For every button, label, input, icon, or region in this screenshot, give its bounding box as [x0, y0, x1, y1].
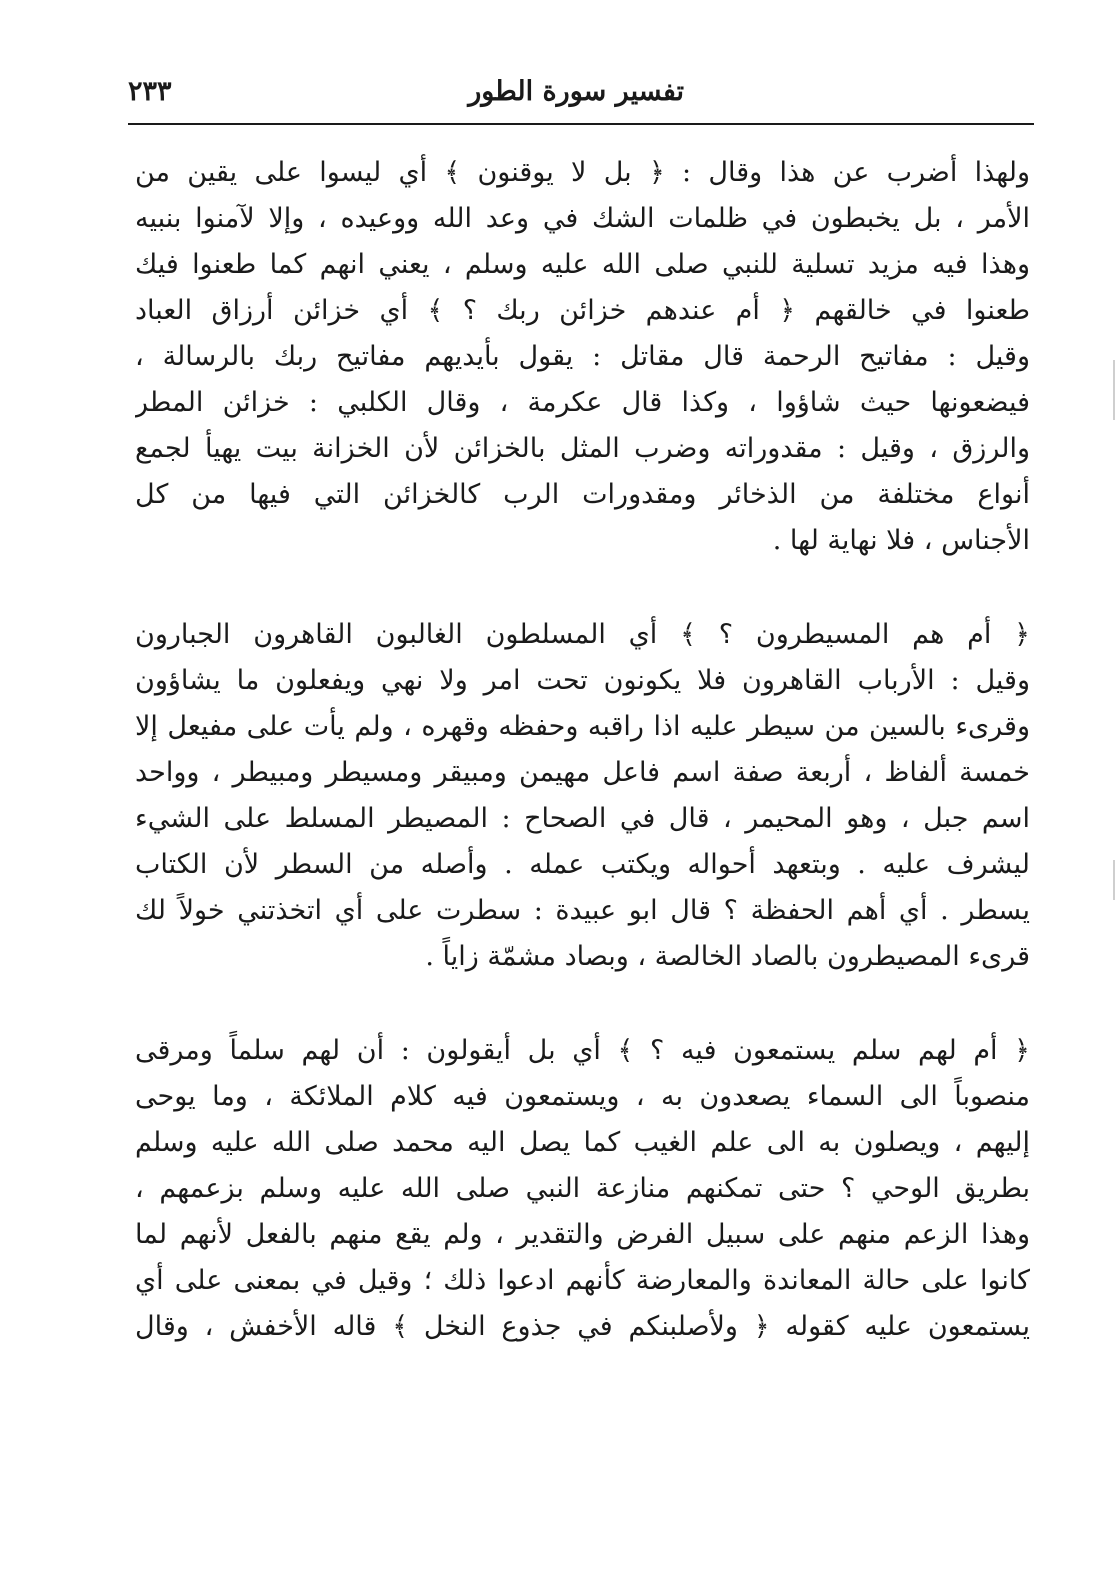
text-line: قرىء المصيطرون بالصاد الخالصة ، وبصاد مشمّة زاياً .: [425, 941, 1030, 972]
paragraph-gap: [135, 980, 1030, 1028]
scan-edge-mark: [1113, 860, 1115, 900]
text-line: أنواع مختلفة من الذخائر ومقدورات الرب كالخزائن التي فيها من كل: [135, 479, 1030, 510]
text-line: وهذا الزعم منهم على سبيل الفرض والتقدير ، ولم يقع منهم بالفعل لأنهم لما: [135, 1219, 1030, 1250]
text-line: الأجناس ، فلا نهاية لها .: [772, 525, 1030, 556]
text-line: وقرىء بالسين من سيطر عليه اذا راقبه وحفظه وقهره ، ولم يأت على مفيعل إلا: [135, 711, 1030, 742]
text-line: وقيل : مفاتيح الرحمة قال مقاتل : يقول بأيديهم مفاتيح ربك بالرسالة ،: [135, 341, 1030, 372]
scan-edge-mark: [1113, 360, 1115, 420]
text-line: اسم جبل ، وهو المحيمر ، قال في الصحاح : المصيطر المسلط على الشيء: [135, 803, 1030, 834]
text-line: منصوباً الى السماء يصعدون به ، ويستمعون فيه كلام الملائكة ، وما يوحى: [135, 1081, 1030, 1112]
text-line: طعنوا في خالقهم ﴿ أم عندهم خزائن ربك ؟ ﴾ أي خزائن أرزاق العباد: [135, 295, 1030, 326]
text-line: يستمعون عليه كقوله ﴿ ولأصلبنكم في جذوع النخل ﴾ قاله الأخفش ، وقال: [135, 1311, 1030, 1342]
page-number: ٢٣٣: [128, 76, 172, 107]
text-line: يسطر . أي أهم الحفظة ؟ قال ابو عبيدة : سطرت على أي اتخذتني خولاً لك: [135, 895, 1030, 926]
paragraph-1: [135, 150, 1030, 564]
text-line: خمسة ألفاظ ، أربعة صفة اسم فاعل مهيمن ومبيقر ومسيطر ومبيطر ، وواحد: [135, 757, 1030, 788]
text-line: إليهم ، ويصلون به الى علم الغيب كما يصل اليه محمد صلى الله عليه وسلم: [135, 1127, 1030, 1158]
text-line: كانوا على حالة المعاندة والمعارضة كأنهم ادعوا ذلك ؛ وقيل في بمعنى على أي: [135, 1265, 1030, 1296]
page-header: [128, 70, 1034, 118]
text-line: الأمر ، بل يخبطون في ظلمات الشك في وعد الله ووعيده ، وإلا لآمنوا بنبيه: [135, 203, 1030, 234]
text-line: ﴿ أم لهم سلم يستمعون فيه ؟ ﴾ أي بل أيقولون : أن لهم سلماً ومرقى: [135, 1035, 1030, 1066]
page-body: [135, 150, 1030, 1350]
text-line: بطريق الوحي ؟ حتى تمكنهم منازعة النبي صلى الله عليه وسلم بزعمهم ،: [135, 1173, 1030, 1204]
running-title: تفسير سورة الطور: [468, 76, 684, 107]
paragraph-3: [135, 1028, 1030, 1350]
text-line: ليشرف عليه . وبتعهد أحواله ويكتب عمله . وأصله من السطر لأن الكتاب: [135, 849, 1030, 880]
header-rule: [128, 123, 1034, 125]
text-line: والرزق ، وقيل : مقدوراته وضرب المثل بالخزائن لأن الخزانة بيت يهيأ لجمع: [135, 433, 1030, 464]
text-line: وقيل : الأرباب القاهرون فلا يكونون تحت امر ولا نهي ويفعلون ما يشاؤون: [135, 665, 1030, 696]
text-line: فيضعونها حيث شاؤوا ، وكذا قال عكرمة ، وقال الكلبي : خزائن المطر: [135, 387, 1030, 418]
text-line: ولهذا أضرب عن هذا وقال : ﴿ بل لا يوقنون ﴾ أي ليسوا على يقين من: [135, 157, 1030, 188]
text-line: وهذا فيه مزيد تسلية للنبي صلى الله عليه وسلم ، يعني انهم كما طعنوا فيك: [135, 249, 1030, 280]
paragraph-2: [135, 612, 1030, 980]
text-line: ﴿ أم هم المسيطرون ؟ ﴾ أي المسلطون الغالبون القاهرون الجبارون: [135, 619, 1030, 650]
paragraph-gap: [135, 564, 1030, 612]
